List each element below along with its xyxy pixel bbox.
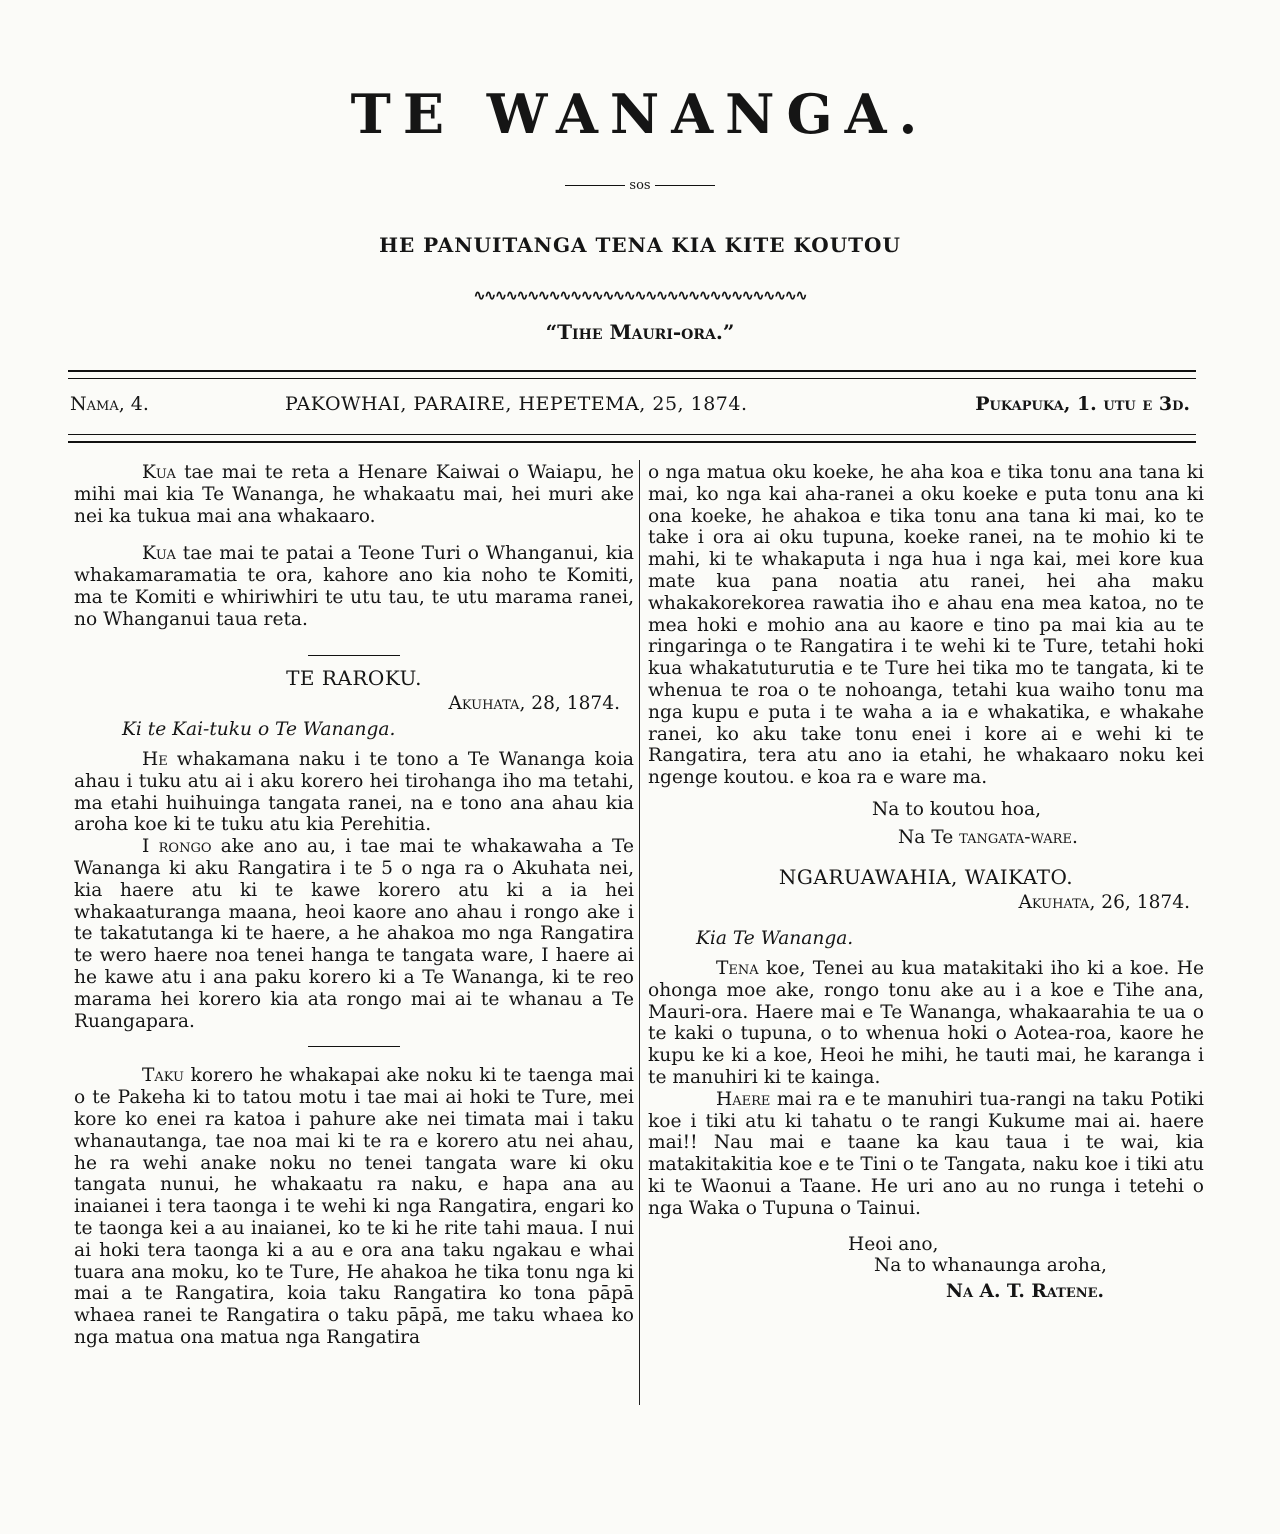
letter-2-date-rest: , 26, 1874. <box>1089 892 1190 914</box>
ornament-line-right <box>655 185 715 186</box>
column-left <box>74 462 634 1365</box>
issue-price: Pukapuka, 1. utu e 3d. <box>975 393 1190 415</box>
para-5-body: mai ra e te manuhiri tua-rangi na taku Potiki koe i tiki atu ki tahatu o te rangi Kukume mai ai. haere mai!! Nau mai e taane ka kau taua i te wai, kia matakitakitia koe e te Tini o te Tangata, naku koe i tiki atu ki te Waonui a Taane. He uri ano au no runga i tetehi o nga Waka o Tupuna o Tainui. <box>648 1088 1204 1219</box>
para-4-body: koe, Tenei au kua matakitaki iho ki a koe. He ohonga moe ake, rongo tonu ake au i a koe e Tihe ana, Mauri-ora. Haere mai e Te Wananga, whakaarahia te ua o te kaki o tupuna, o to whenua hoki o Aotea-roa, kaore he kupu ke ki a koe, Heoi he mihi, he tauti mai, he karanga i te manuhiri ki te kainga. <box>648 957 1204 1088</box>
column-right <box>648 462 1204 1303</box>
motto-text: “Tihe Mauri-ora.” <box>545 320 735 344</box>
letter-2-para-1 <box>648 958 1204 1089</box>
notice-2-lead: Kua <box>142 543 176 565</box>
masthead-ornament <box>0 178 1280 193</box>
letter-1-salutation: Ki te Kai-tuku o Te Wananga. <box>122 719 396 741</box>
letter-1-signoff: Na to koutou hoa, <box>872 798 1041 820</box>
notice-2 <box>74 543 634 630</box>
para-3-lead: Taku <box>142 1065 184 1087</box>
issue-info-bar <box>70 393 1190 423</box>
notice-1-lead: Kua <box>142 462 176 483</box>
para-1-body: whakamana naku i te tono a Te Wananga koia ahau i tuku atu ai i aku korero hei tirohanga iho ma tetahi, ma etahi huihuinga tangata ranei, na e tono ana ahau kia aroha koe ki te tuku atu kia Perehitia. <box>74 748 634 836</box>
para-1-lead: He <box>142 748 168 770</box>
masthead-motto <box>0 320 1280 344</box>
ornament-text: sos <box>629 178 651 193</box>
para-3-body: korero he whakapai ake noku ki te taenga mai o te Pakeha ki to tatou motu i tae mai ai hoki te Ture, mei kore ko enei ra katoa i pahure ake nei timata mai i taku whanautanga, tae noa mai ki te ra e korero atu nei ahau, he ra wehi anake noku no tenei tangata ware ki oku tangata nunui, he whakaatu ra naku, e hapa ana au inaianei i tera taonga i te wehi ki nga Rangatira, engari ko te taonga kei a au inaianei, ko te ki he rite tahi maua. I nui ai hoki tera taonga ki a au e ora ana taku ngakau e whai tuara ana moku, ko te Ture, He ahakoa he tika tonu nga ki mai a te Rangatira, koia taku Rangatira ko tona pāpā whaea ranei te Rangatira o taku pāpā, me taku whaea ko nga matua ona matua nga Rangatira <box>74 1065 634 1348</box>
notice-1 <box>74 462 634 527</box>
para-5-lead: Haere <box>716 1088 771 1110</box>
letter-2-para-2 <box>648 1089 1204 1220</box>
letter-2-heading: NGARUAWAHIA, WAIKATO. <box>778 864 1074 889</box>
para-2-body: ake ano au, i tae mai te whakawaha a Te Wananga ki aku Rangatira i te 5 o nga ra o Akuhata nei, kia haere atu ki te kawe korero atu ki a ia hei whakaaturanga maana, heoi kaore ano ahau i rongo ake i te takatutanga ki te haere, a he ahakoa mo nga Rangatira te wero haere noa tenei hanga te tangata ware, I haere ai he kawe atu i ana paku korero ki a Te Wananga, ki te reo marama hei korero kia ata rongo mai ai te whanau a Te Ruangapara. <box>74 836 634 1032</box>
letter-1-para-3 <box>74 1065 634 1348</box>
para-4-lead: Tena <box>716 957 759 979</box>
section-rule-1 <box>308 655 400 656</box>
issue-number: Nama, 4. <box>70 393 149 415</box>
top-rule-1 <box>68 370 1196 372</box>
letter-2-signature: Na A. T. Ratene. <box>946 1281 1104 1303</box>
notice-2-body: tae mai te patai a Teone Turi o Whanganui, kia whakamaramatia te ora, kahore ano kia noho te Komiti, ma te Komiti e whiriwhiri te utu tau, te utu marama ranei, no Whanganui taua reta. <box>74 543 634 630</box>
letter-1-date-month: Akuhata <box>448 693 520 715</box>
letter-1-date-rest: , 28, 1874. <box>519 693 620 715</box>
letter-1-heading: TE RAROKU. <box>286 665 422 690</box>
wavy-divider: ∿∿∿∿∿∿∿∿∿∿∿∿∿∿∿∿∿∿∿∿∿∿∿∿∿∿∿∿∿∿∿ <box>473 288 807 304</box>
signature-na-te: Na Te <box>898 826 954 848</box>
masthead-subtitle: HE PANUITANGA TENA KIA KITE KOUTOU <box>379 233 901 257</box>
letter-1-continuation: o nga matua oku koeke, he aha koa e tika tonu ana tana ki mai, ko nga kai aha-ranei a oku koeke e puta tonu ana ki ona koeke, he ahakoa e tika tonu ana tana ki mai, ko te take i ora ai oku tupuna, koeke ranei, na te mohio ki te mahi, ki te whakaputa i nga hua i nga kai, mei kore kua mate kua pana noatia atu ranei, hei aha maku whakakorekorea rawatia iho e ahau ena mea katoa, no te mea hoki e mohio ana au kaore e tino pa mai kia au te ringaringa o te Rangatira i te wehi ki te Ture, tetahi hoki kua whakatuturutia e te Ture hei tika mo te tangata, ki te whenua te roa o te nohoanga, tetahi kua waiho tonu ma nga kupu e puta i te waha a ia e whakatika, e whakahe ranei, ko aku take tonu enei i kore ai e wehi ki te Rangatira, tera atu ano ia etahi, he whakaaro noku kei ngenge koutou. e koa ra e ware ma. <box>648 462 1204 789</box>
section-rule-2 <box>308 1046 400 1047</box>
letter-2-dateline <box>648 892 1190 914</box>
letter-2-signoff: Na to whanaunga aroha, <box>874 1255 1107 1277</box>
top-rule-2 <box>68 378 1196 379</box>
letter-1-para-1 <box>74 749 634 836</box>
bottom-rule-1 <box>68 434 1196 435</box>
masthead-title: TE WANANGA. <box>350 82 930 146</box>
letter-2-date-month: Akuhata <box>1018 892 1090 914</box>
ornament-line-left <box>565 185 625 186</box>
letter-2-closing: Heoi ano, <box>848 1233 939 1255</box>
letter-2-salutation: Kia Te Wananga. <box>696 928 854 950</box>
bottom-rule-2 <box>68 441 1196 443</box>
letter-1-para-2 <box>74 836 634 1032</box>
para-2-lead: I rongo <box>142 836 212 858</box>
notice-1-body: tae mai te reta a Henare Kaiwai o Waiapu, he mihi mai kia Te Wananga, he whakaatu mai, hei muri ake nei ka tukua mai ana whakaaro. <box>74 462 634 527</box>
issue-date: PAKOWHAI, PARAIRE, HEPETEMA, 25, 1874. <box>285 393 748 415</box>
column-divider <box>639 460 640 1405</box>
letter-1-dateline <box>74 693 620 715</box>
letter-1-signature <box>898 827 1204 849</box>
signature-name: tangata-ware. <box>953 826 1078 848</box>
